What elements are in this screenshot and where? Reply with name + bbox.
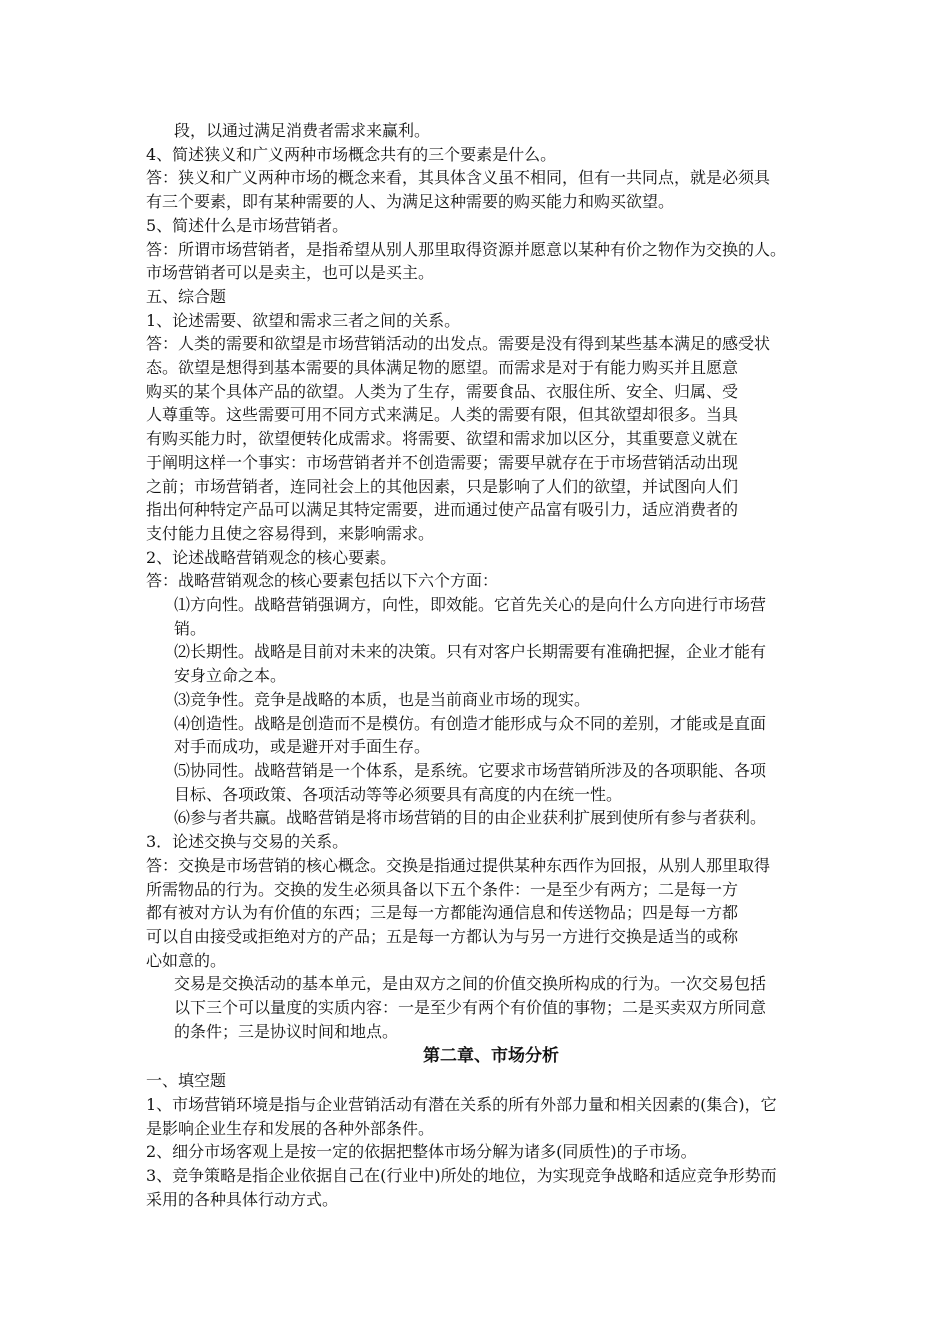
paragraph	[146, 214, 836, 238]
text-line: 对手而成功，或是避开对手面生存。	[174, 737, 431, 757]
text-line: ⑶竞争性。竞争是战略的本质，也是当前商业市场的现实。	[174, 689, 591, 709]
text-line: 交易是交换活动的基本单元，是由双方之间的价值交换所构成的行为。一次交易包括	[174, 974, 767, 994]
text-line: ⑸协同性。战略营销是一个体系，是系统。它要求市场营销所涉及的各项职能、各项	[174, 760, 767, 780]
text-line: 1、论述需要、欲望和需求三者之间的关系。	[146, 310, 461, 330]
text-line: 可以自由接受或拒绝对方的产品；五是每一方都认为与另一方进行交换是适当的或称	[146, 926, 739, 946]
text-line: 有三个要素，即有某种需要的人、为满足这种需要的购买能力和购买欲望。	[146, 192, 675, 212]
text-line: 之前；市场营销者，连同社会上的其他因素，只是影响了人们的欲望，并试图向人们	[146, 476, 739, 496]
text-line: ⑵长期性。战略是目前对未来的决策。只有对客户长期需要有准确把握，企业才能有	[174, 642, 767, 662]
text-line: 答：所谓市场营销者，是指希望从别人那里取得资源并愿意以某种有价之物作为交换的人。	[146, 239, 787, 259]
answer-paragraph	[146, 332, 836, 545]
text-line: 态。欲望是想得到基本需要的具体满足物的愿望。而需求是对于有能力购买并且愿意	[146, 358, 739, 378]
text-line: 安身立命之本。	[174, 666, 287, 686]
text-line: 目标、各项政策、各项活动等等必须要具有高度的内在统一性。	[174, 784, 623, 804]
text-line: 的条件；三是协议时间和地点。	[174, 1021, 399, 1041]
text-line: 第二章、市场分析	[423, 1046, 559, 1067]
paragraph	[146, 285, 836, 309]
text-line: 销。	[174, 618, 207, 638]
text-line: 心如意的。	[146, 950, 227, 970]
document-body	[146, 119, 836, 1211]
answer-paragraph	[146, 166, 836, 213]
text-line: 答：战略营销观念的核心要素包括以下六个方面：	[146, 571, 499, 591]
text-line: ⑷创造性。战略是创造而不是模仿。有创造才能形成与众不同的差别，才能或是直面	[174, 713, 767, 733]
sub-paragraph	[146, 712, 836, 759]
paragraph	[146, 546, 836, 570]
text-line: 答：交换是市场营销的核心概念。交换是指通过提供某种东西作为回报，从别人那里取得	[146, 855, 771, 875]
text-line: 有购买能力时，欲望便转化成需求。将需要、欲望和需求加以区分，其重要意义就在	[146, 429, 739, 449]
text-line: 市场营销者可以是卖主，也可以是买主。	[146, 263, 435, 283]
text-line: 支付能力且使之容易得到，来影响需求。	[146, 523, 435, 543]
answer-paragraph	[146, 854, 836, 973]
text-line: 是影响企业生存和发展的各种外部条件。	[146, 1118, 435, 1138]
paragraph	[146, 1093, 836, 1140]
text-line: 5、简述什么是市场营销者。	[146, 215, 349, 235]
text-line: 都有被对方认为有价值的东西；三是每一方都能沟通信息和传送物品；四是每一方都	[146, 903, 739, 923]
paragraph	[146, 1140, 836, 1164]
sub-paragraph	[146, 806, 836, 830]
text-line: 所需物品的行为。交换的发生必须具备以下五个条件：一是至少有两方；二是每一方	[146, 879, 739, 899]
chapter-heading	[146, 1045, 836, 1069]
text-line: 五、综合题	[146, 286, 227, 306]
text-line: 以下三个可以量度的实质内容：一是至少有两个有价值的事物；二是买卖双方所同意	[174, 998, 767, 1018]
paragraph	[146, 1069, 836, 1093]
sub-paragraph	[146, 688, 836, 712]
text-line: ⑴方向性。战略营销强调方，向性，即效能。它首先关心的是向什么方向进行市场营	[174, 595, 767, 615]
text-line: ⑹参与者共赢。战略营销是将市场营销的目的由企业获利扩展到使所有参与者获利。	[174, 808, 767, 828]
text-line: 答：狭义和广义两种市场的概念来看，其具体含义虽不相同，但有一共同点，就是必须具	[146, 168, 771, 188]
paragraph	[146, 1164, 836, 1211]
text-line: 3．论述交换与交易的关系。	[146, 832, 349, 852]
text-line: 指出何种特定产品可以满足其特定需要，进而通过使产品富有吸引力，适应消费者的	[146, 500, 739, 520]
text-line: 4、简述狭义和广义两种市场概念共有的三个要素是什么。	[146, 144, 557, 164]
text-line: 3、竞争策略是指企业依据自己在(行业中)所处的地位，为实现竞争战略和适应竞争形势而	[146, 1165, 777, 1185]
paragraph	[146, 143, 836, 167]
text-line: 2、细分市场客观上是按一定的依据把整体市场分解为诸多(同质性)的子市场。	[146, 1142, 697, 1162]
sub-paragraph	[146, 972, 836, 1043]
paragraph	[146, 309, 836, 333]
text-line: 一、填空题	[146, 1071, 227, 1091]
answer-paragraph	[146, 569, 836, 593]
sub-paragraph	[146, 593, 836, 640]
text-line: 于阐明这样一个事实：市场营销者并不创造需要；需要早就存在于市场营销活动出现	[146, 452, 739, 472]
text-line: 人尊重等。这些需要可用不同方式来满足。人类的需要有限，但其欲望却很多。当具	[146, 405, 739, 425]
text-line: 购买的某个具体产品的欲望。人类为了生存，需要食品、衣服住所、安全、归属、受	[146, 381, 739, 401]
continuation-paragraph	[146, 119, 836, 143]
text-line: 段，以通过满足消费者需求来赢利。	[174, 121, 431, 140]
answer-paragraph	[146, 238, 836, 285]
sub-paragraph	[146, 640, 836, 687]
text-line: 2、论述战略营销观念的核心要素。	[146, 547, 397, 567]
sub-paragraph	[146, 759, 836, 806]
text-line: 采用的各种具体行动方式。	[146, 1189, 339, 1209]
paragraph	[146, 830, 836, 854]
text-line: 答：人类的需要和欲望是市场营销活动的出发点。需要是没有得到某些基本满足的感受状	[146, 334, 771, 354]
text-line: 1、市场营销环境是指与企业营销活动有潜在关系的所有外部力量和相关因素的(集合)，它	[146, 1094, 777, 1114]
